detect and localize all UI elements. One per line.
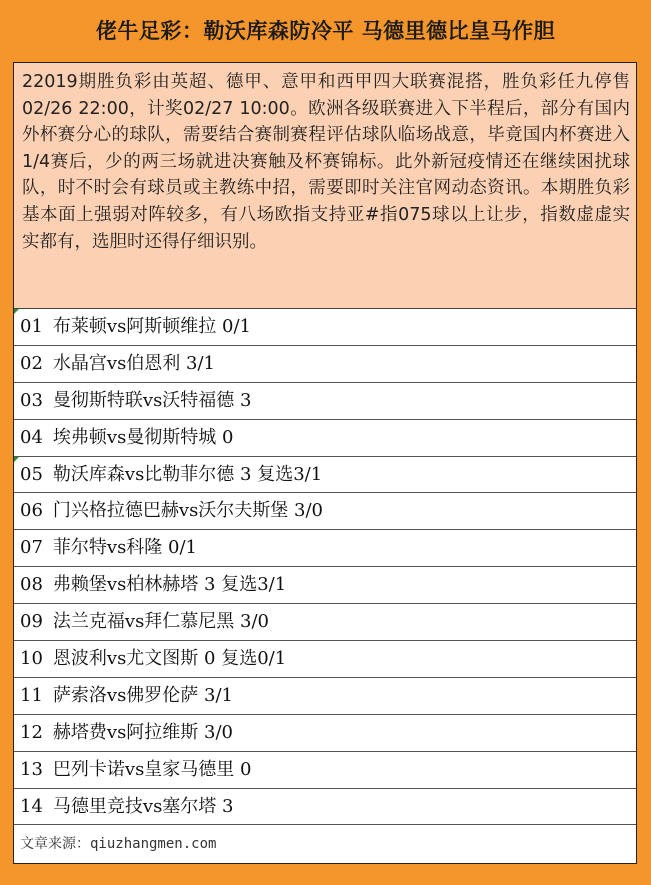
match-text: 门兴格拉德巴赫vs沃尔夫斯堡 3/0 bbox=[52, 500, 324, 522]
match-list bbox=[14, 309, 636, 825]
match-row bbox=[14, 678, 636, 715]
match-number: 12 bbox=[20, 721, 43, 743]
match-text: 法兰克福vs拜仁慕尼黑 3/0 bbox=[52, 611, 270, 633]
match-text: 赫塔费vs阿拉维斯 3/0 bbox=[52, 721, 234, 743]
match-row bbox=[14, 383, 636, 420]
match-number: 04 bbox=[20, 426, 43, 448]
match-text: 水晶宫vs伯恩利 3/1 bbox=[52, 352, 216, 374]
match-row bbox=[14, 420, 636, 457]
source-footer: 文章来源：qiuzhangmen.com bbox=[20, 836, 217, 852]
match-row bbox=[14, 346, 636, 383]
match-text: 菲尔特vs科隆 0/1 bbox=[52, 537, 198, 559]
row-marker bbox=[14, 309, 19, 314]
match-number: 08 bbox=[20, 574, 43, 596]
match-text: 曼彻斯特联vs沃特福德 3 bbox=[52, 389, 252, 411]
match-number: 13 bbox=[20, 758, 43, 780]
match-text: 恩波利vs尤文图斯 0 复选0/1 bbox=[52, 648, 287, 670]
match-row bbox=[14, 493, 636, 530]
match-row bbox=[14, 789, 636, 826]
match-row bbox=[14, 715, 636, 752]
match-row bbox=[14, 530, 636, 567]
match-number: 10 bbox=[20, 648, 43, 670]
row-marker bbox=[14, 457, 19, 462]
page-title: 佬牛足彩：勒沃库森防冷平 马德里德比皇马作胆 bbox=[95, 19, 556, 43]
match-number: 03 bbox=[20, 389, 43, 411]
intro-paragraph: 22019期胜负彩由英超、德甲、意甲和西甲四大联赛混搭，胜负彩任九停售02/26 22:00，计奖02/27 10:00。欧洲各级联赛进入下半程后，部分有国内外杯赛分心的球队，需要结合赛制赛程评估球队临场战意，毕竟国内杯赛进入1/4赛后，少的两三场就进决赛触及杯赛锦标。此外新冠疫情还在继续困扰球队，时不时会有球员或主教练中招，需要即时关注官网动态资讯。本期胜负彩基本面上强弱对阵较多，有八场欧指支持亚#指075球以上让步，指数虚虚实实都有，选胆时还得仔细识别。 bbox=[14, 63, 636, 309]
match-row bbox=[14, 457, 636, 494]
match-number: 14 bbox=[20, 795, 43, 817]
match-text: 弗赖堡vs柏林赫塔 3 复选3/1 bbox=[52, 574, 287, 596]
match-row bbox=[14, 604, 636, 641]
match-text: 勒沃库森vs比勒菲尔德 3 复选3/1 bbox=[52, 463, 323, 485]
match-row bbox=[14, 567, 636, 604]
match-number: 07 bbox=[20, 537, 43, 559]
match-number: 11 bbox=[20, 684, 43, 706]
match-text: 埃弗顿vs曼彻斯特城 0 bbox=[52, 426, 234, 448]
match-text: 布莱顿vs阿斯顿维拉 0/1 bbox=[52, 316, 252, 337]
match-text: 萨索洛vs佛罗伦萨 3/1 bbox=[52, 684, 234, 706]
article-card bbox=[13, 62, 637, 864]
match-row bbox=[14, 641, 636, 678]
match-text: 巴列卡诺vs皇家马德里 0 bbox=[52, 758, 252, 780]
match-number: 09 bbox=[20, 611, 43, 633]
match-number: 05 bbox=[20, 463, 43, 485]
match-number: 01 bbox=[20, 316, 43, 337]
match-row bbox=[14, 309, 636, 346]
match-text: 马德里竞技vs塞尔塔 3 bbox=[52, 795, 234, 817]
match-number: 06 bbox=[20, 500, 43, 522]
match-number: 02 bbox=[20, 352, 43, 374]
match-row bbox=[14, 752, 636, 789]
